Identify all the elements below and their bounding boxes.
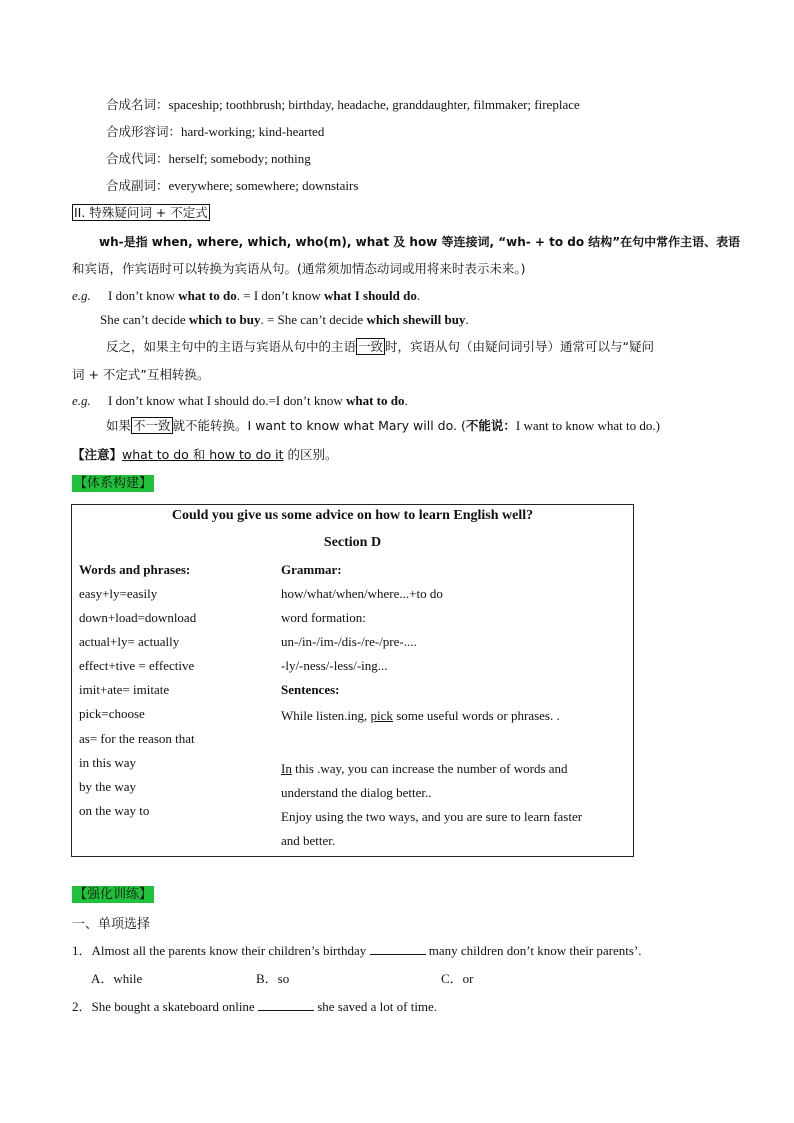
compound-label: 合成名词： (106, 97, 169, 112)
example-bold: 不能说： (465, 418, 516, 433)
compound-value: herself; somebody; nothing (168, 151, 311, 166)
example-line (72, 287, 420, 305)
option-a[interactable]: A．while (91, 971, 143, 986)
boxed-word: 不一致 (133, 418, 171, 433)
compound-value: everywhere; somewhere; downstairs (168, 178, 359, 193)
question-text: many children don’t know their parents’. (425, 943, 642, 958)
practice-section-text: 一、单项选择 (72, 917, 151, 932)
note-line (72, 446, 337, 464)
question-number: 2． (72, 999, 92, 1014)
compound-adverbs-line (106, 177, 358, 195)
paragraph-line (72, 260, 526, 278)
table-subtitle: Section D (323, 535, 382, 550)
system-build-label (72, 474, 154, 493)
compound-label: 合成形容词： (106, 124, 182, 139)
system-build-text: 【体系构建】 (74, 476, 153, 491)
note-underlined: what to do 和 how to do it (122, 447, 284, 462)
table-title: Could you give us some advice on how to learn English well? (171, 508, 534, 523)
eg-label: e.g. (72, 393, 91, 408)
example-text: She can’t decide which to buy. = She can’t decide which shewill buy. (100, 312, 469, 327)
sentence-line: understand the dialog better.. (281, 785, 432, 800)
paragraph-text: 反之，如果主句中的主语与宾语从句中的主语 (106, 339, 357, 354)
paragraph-text: 时，宾语从句（由疑问词引导）通常可以与“疑问 (385, 339, 655, 354)
sentences-header: Sentences: (281, 682, 340, 697)
question-number: 1． (72, 943, 92, 958)
word-item: on the way to (79, 803, 150, 818)
word-item: in this way (79, 755, 137, 770)
question-2 (72, 998, 437, 1016)
grammar-item: word formation: (281, 610, 366, 625)
compound-adjectives-line (106, 123, 324, 141)
section-heading (72, 204, 210, 222)
question-text: She bought a skateboard online (91, 999, 258, 1014)
word-item: by the way (79, 779, 137, 794)
paragraph-line (72, 366, 209, 384)
compound-nouns-line (106, 96, 580, 114)
compound-label: 合成副词： (106, 178, 169, 193)
word-item: effect+tive = effective (79, 658, 195, 673)
summary-table (71, 504, 634, 857)
words-header: Words and phrases: (79, 562, 191, 577)
paragraph-line (99, 233, 740, 251)
paragraph-text: wh-是指 when, where, which, who(m), what 及 how 等连接词, “wh- + to do 结构”在句中常作主语、表语 (99, 235, 741, 249)
sentence-line: Enjoy using the two ways, and you are sure to learn faster (281, 809, 583, 824)
word-item: as= for the reason that (79, 731, 195, 746)
compound-pronouns-line (106, 150, 311, 168)
practice-label-text: 【强化训练】 (74, 887, 153, 902)
question-text: Almost all the parents know their children’s birthday (91, 943, 370, 958)
paragraph-text: 和宾语，作宾语时可以转换为宾语从句。(通常须加情态动词或用将来时表示未来。) (72, 261, 526, 276)
example-line (100, 311, 469, 329)
paragraph-text: 词 + 不定式”互相转换。 (72, 367, 210, 382)
section-heading-text: II. 特殊疑问词 + 不定式 (74, 205, 208, 220)
sentence-line: and better. (281, 833, 336, 848)
paragraph-line (106, 338, 654, 356)
sentence-line: While listen.ing, pick some useful words or phrases. . (281, 708, 560, 723)
word-item: easy+ly=easily (79, 586, 158, 601)
compound-value: hard-working; kind-hearted (181, 124, 325, 139)
answer-blank[interactable] (370, 942, 426, 955)
question-text: she saved a lot of time. (313, 999, 438, 1014)
answer-blank[interactable] (258, 998, 314, 1011)
grammar-header: Grammar: (281, 562, 342, 577)
option-c[interactable]: C．or (441, 971, 474, 986)
example-text: I want to know what to do.) (515, 418, 660, 433)
word-item: actual+ly= actually (79, 634, 180, 649)
example-line (106, 417, 660, 435)
word-item: imit+ate= imitate (79, 682, 170, 697)
practice-section-title (72, 915, 150, 934)
word-item: down+load=download (79, 610, 197, 625)
word-item: pick=choose (79, 706, 145, 721)
note-label: 【注意】 (72, 447, 123, 462)
grammar-item: un-/in-/im-/dis-/re-/pre-.... (281, 634, 417, 649)
example-text: 如果 (106, 418, 132, 433)
compound-label: 合成代词： (106, 151, 169, 166)
example-line (72, 392, 408, 410)
example-text: 就不能转换。I want to know what Mary will do. ( (172, 418, 466, 433)
option-b[interactable]: B．so (256, 971, 290, 986)
example-text: I don’t know what to do. = I don’t know what I should do. (108, 288, 421, 303)
question-1 (72, 942, 642, 960)
note-text: 的区别。 (283, 447, 338, 462)
compound-value: spaceship; toothbrush; birthday, headache, granddaughter, filmmaker; fireplace (168, 97, 580, 112)
example-text: I don’t know what I should do.=I don’t know what to do. (108, 393, 408, 408)
grammar-item: how/what/when/where...+to do (281, 586, 443, 601)
boxed-word: 一致 (358, 339, 384, 354)
practice-label (72, 885, 154, 904)
sentence-line: In this .way, you can increase the number of words and (281, 761, 568, 776)
eg-label: e.g. (72, 288, 91, 303)
grammar-item: -ly/-ness/-less/-ing... (281, 658, 388, 673)
